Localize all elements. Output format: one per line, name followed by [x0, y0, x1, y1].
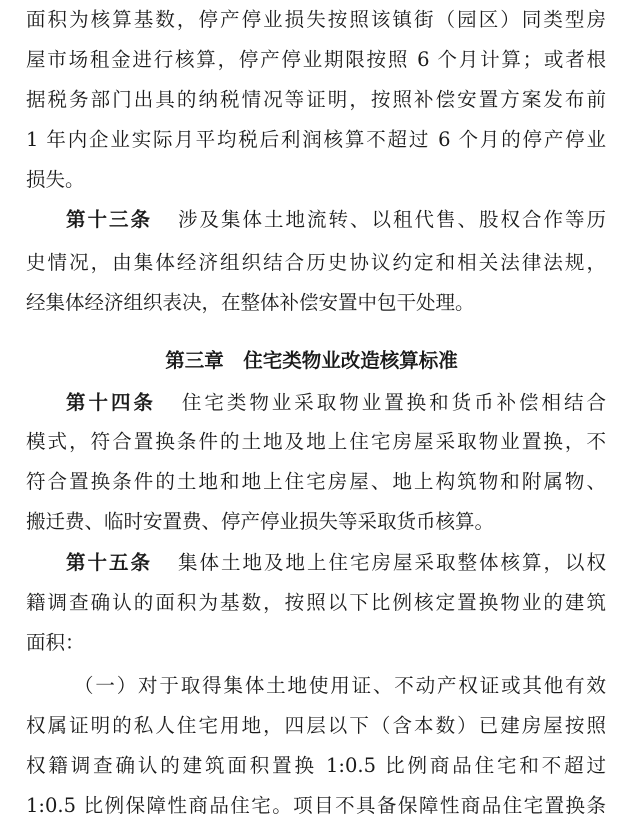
paragraph-line: 损失。 [26, 168, 85, 191]
paragraph-line: 史情况，由集体经济组织结合历史协议约定和相关法律法规， [26, 251, 606, 274]
paragraph-line: 经集体经济组织表决，在整体补偿安置中包干处理。 [26, 291, 475, 314]
item-1-first-line: （一）对于取得集体土地使用证、不动产权证或其他有效 [74, 674, 606, 697]
article-15-first-line [66, 543, 606, 583]
chapter-heading: 第三章 住宅类物业改造核算标准 [165, 349, 458, 372]
paragraph-line: 权属证明的私人住宅用地，四层以下（含本数）已建房屋按照 [26, 714, 606, 737]
paragraph-line: 面积为核算基数，停产停业损失按照该镇街（园区）同类型房 [26, 8, 606, 31]
article-15-text: 集体土地及地上住宅房屋采取整体核算，以权 [178, 551, 606, 574]
article-14-title: 第十四条 [66, 391, 156, 414]
article-13-title: 第十三条 [66, 208, 152, 231]
paragraph-line: 符合置换条件的土地和地上住宅房屋、地上构筑物和附属物、 [26, 470, 606, 493]
paragraph-line: 面积： [26, 631, 85, 654]
article-13-first-line [66, 200, 606, 240]
paragraph-line: 模式，符合置换条件的土地及地上住宅房屋采取物业置换，不 [26, 430, 606, 453]
article-14-first-line [66, 383, 606, 423]
paragraph-line: 据税务部门出具的纳税情况等证明，按照补偿安置方案发布前 [26, 88, 606, 111]
paragraph-line: 权籍调查确认的建筑面积置换 1:0.5 比例商品住宅和不超过 [26, 754, 606, 777]
paragraph-line: 籍调查确认的面积为基数，按照以下比例核定置换物业的建筑 [26, 591, 606, 614]
article-13-text: 涉及集体土地流转、以租代售、股权合作等历 [178, 208, 606, 231]
paragraph-line: 1:0.5 比例保障性商品住宅。项目不具备保障性商品住宅置换条 [26, 794, 606, 817]
paragraph-line: 搬迁费、临时安置费、停产停业损失等采取货币核算。 [26, 510, 495, 533]
paragraph-line: 屋市场租金进行核算，停产停业期限按照 6 个月计算；或者根 [26, 48, 606, 71]
paragraph-line: 1 年内企业实际月平均税后利润核算不超过 6 个月的停产停业 [26, 128, 606, 151]
article-15-title: 第十五条 [66, 551, 152, 574]
article-14-text: 住宅类物业采取物业置换和货币补偿相结合 [181, 391, 606, 414]
